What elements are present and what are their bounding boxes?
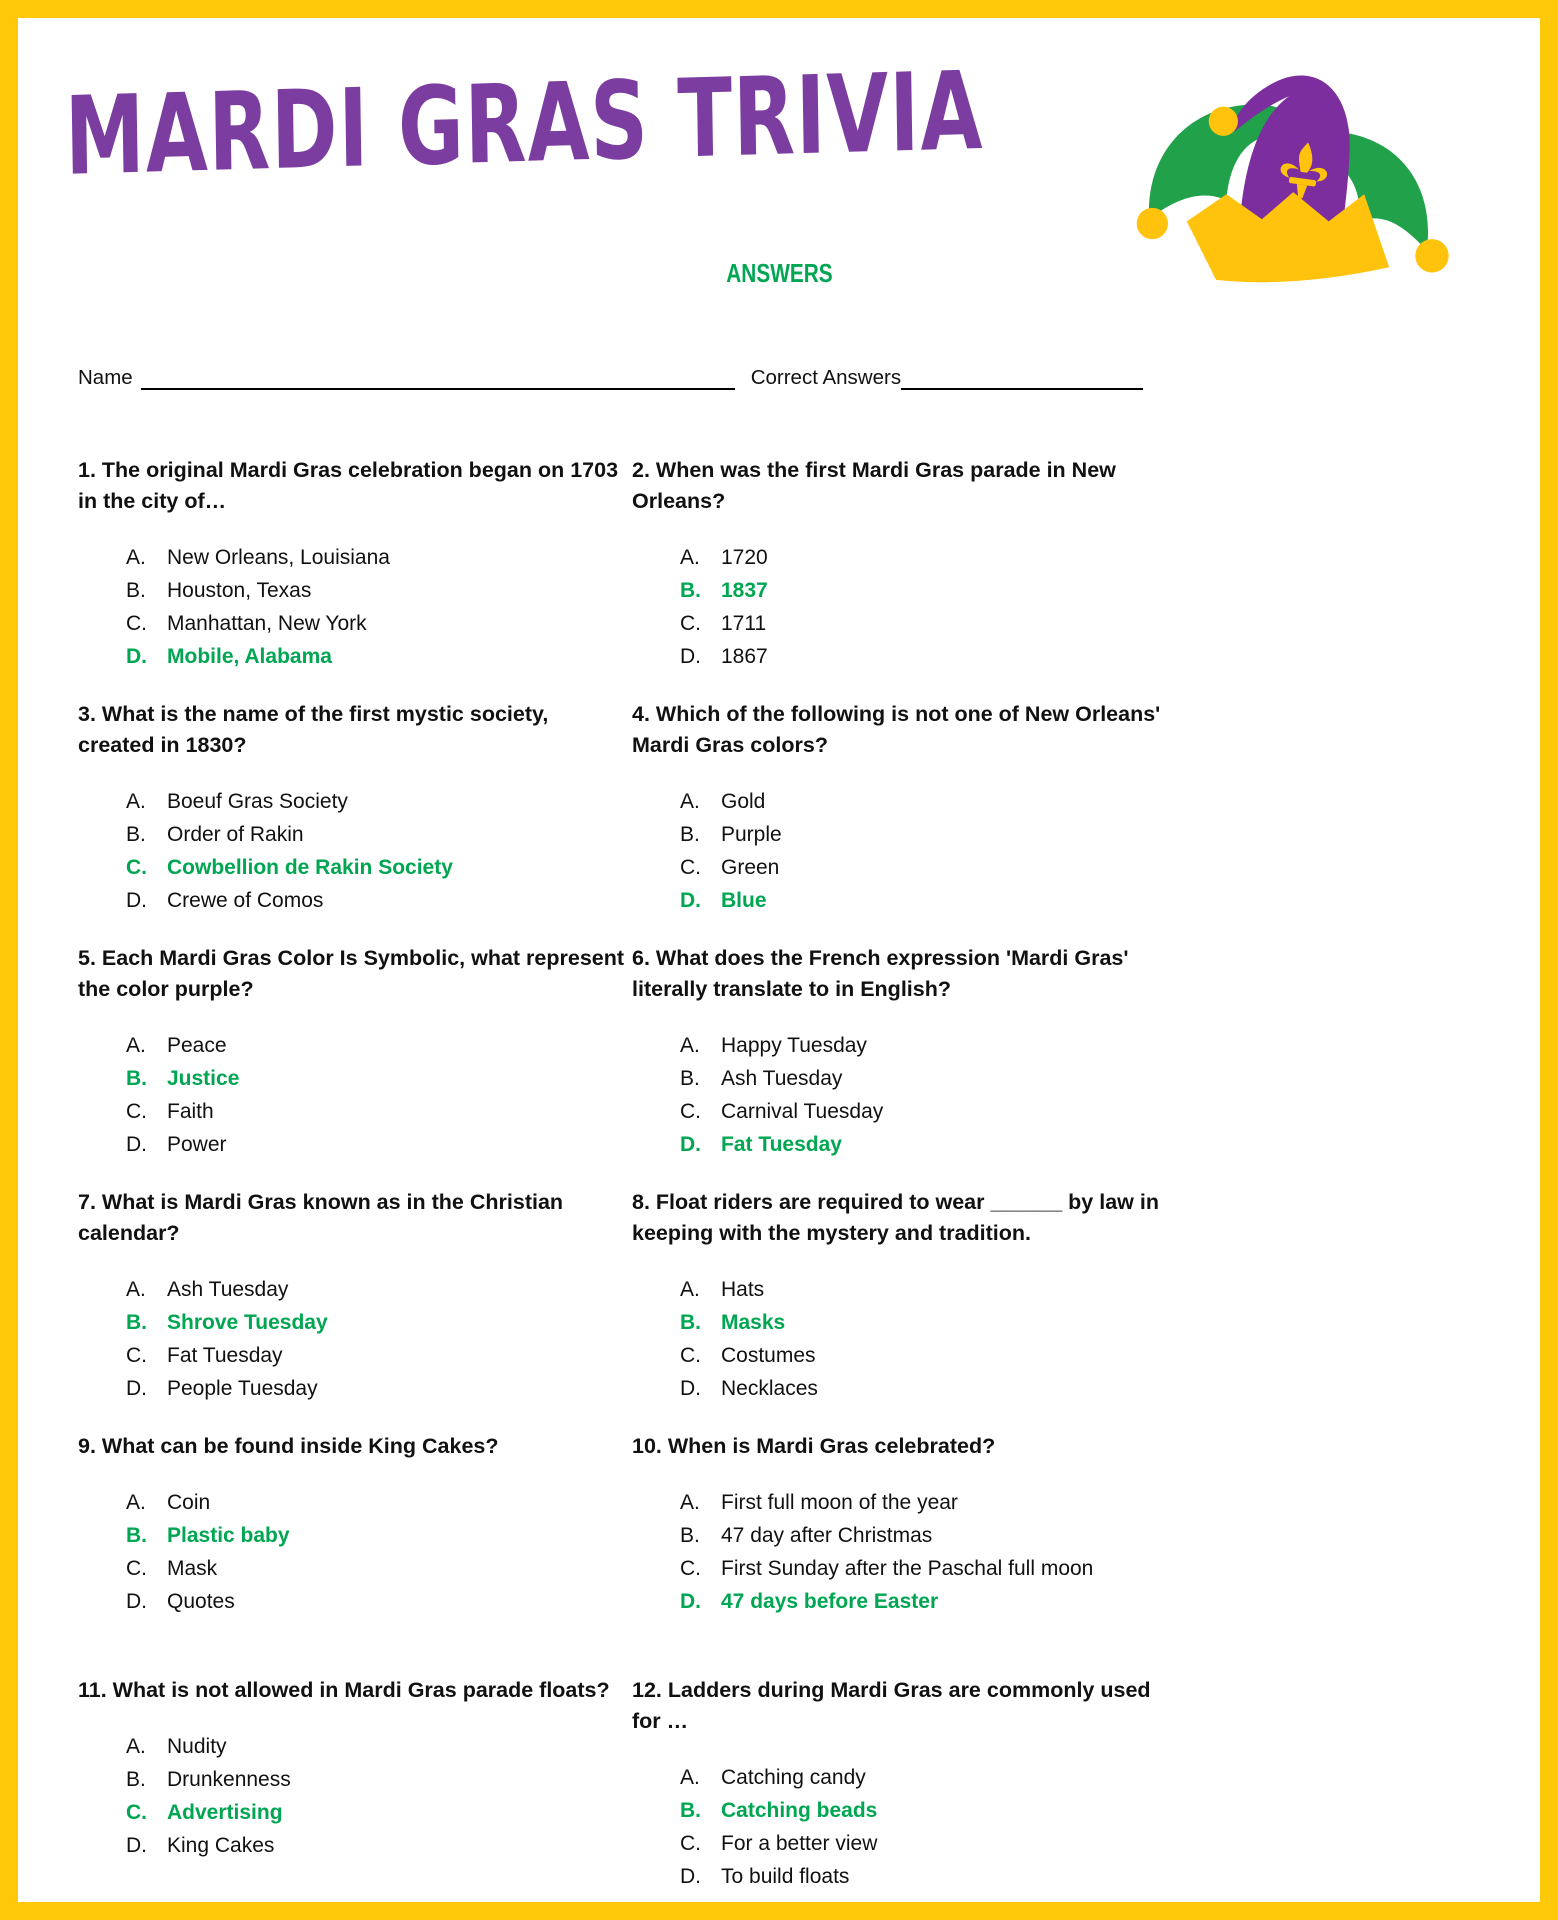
option-row: B. Justice <box>126 1067 240 1090</box>
option-row: C. Costumes <box>680 1344 816 1367</box>
question-title: 12. Ladders during Mardi Gras are commonly used for … <box>632 1678 1151 1733</box>
option-text: Necklaces <box>721 1377 818 1400</box>
question-title: 8. Float riders are required to wear ______ by law in keeping with the mystery and tradition. <box>632 1190 1159 1245</box>
option-row: B. Order of Rakin <box>126 823 304 846</box>
option-row: C. Advertising <box>126 1801 283 1824</box>
question-title: 10. When is Mardi Gras celebrated? <box>632 1434 996 1458</box>
option-row: A. Happy Tuesday <box>680 1034 867 1057</box>
option-row: A. Gold <box>680 790 766 813</box>
option-text: Plastic baby <box>167 1524 290 1547</box>
option-row: B. Houston, Texas <box>126 579 312 602</box>
option-row: A. Catching candy <box>680 1766 866 1789</box>
correct-answers-label: Correct Answers <box>750 366 902 389</box>
option-row: D. People Tuesday <box>126 1377 318 1400</box>
option-text: 1711 <box>721 612 767 635</box>
option-text: Cowbellion de Rakin Society <box>167 856 453 879</box>
option-row: C. Faith <box>126 1100 214 1123</box>
question-title: 6. What does the French expression 'Mardi Gras' literally translate to in English? <box>632 946 1129 1001</box>
options-list <box>632 543 1490 672</box>
option-row: D. Blue <box>680 889 767 912</box>
question-5 <box>78 943 632 1163</box>
option-text: Nudity <box>167 1735 227 1758</box>
options-list <box>632 1763 1490 1892</box>
option-row: D. Necklaces <box>680 1377 818 1400</box>
option-text: 1837 <box>721 579 768 602</box>
option-text: New Orleans, Louisiana <box>167 546 390 569</box>
option-row: B. Shrove Tuesday <box>126 1311 328 1334</box>
correct-answers-blank-line <box>901 362 1143 390</box>
option-row: D. Crewe of Comos <box>126 889 324 912</box>
option-text: 1720 <box>721 546 768 569</box>
options-list <box>78 1732 632 1861</box>
option-row: A. Ash Tuesday <box>126 1278 289 1301</box>
option-text: Crewe of Comos <box>167 889 324 912</box>
option-row: A. Boeuf Gras Society <box>126 790 348 813</box>
name-blank-line <box>141 362 735 390</box>
option-text: Quotes <box>167 1590 235 1613</box>
option-row: D. To build floats <box>680 1865 850 1888</box>
option-text: Green <box>721 856 780 879</box>
options-list <box>78 1031 632 1160</box>
question-row <box>78 1675 1490 1902</box>
option-text: Blue <box>721 889 767 912</box>
question-6 <box>632 943 1490 1163</box>
option-row: D. Quotes <box>126 1590 235 1613</box>
option-row: C. For a better view <box>680 1832 878 1855</box>
option-row: A. First full moon of the year <box>680 1491 958 1514</box>
option-text: Catching candy <box>721 1766 866 1789</box>
option-text: Justice <box>167 1067 240 1090</box>
option-row: B. Catching beads <box>680 1799 878 1822</box>
question-title: 1. The original Mardi Gras celebration began on 1703 in the city of… <box>78 458 619 513</box>
option-text: 1867 <box>721 645 768 668</box>
option-text: 47 day after Christmas <box>721 1524 933 1547</box>
option-row: D. Mobile, Alabama <box>126 645 332 668</box>
option-row: D. 1867 <box>680 645 768 668</box>
page-title: MARDI GRAS TRIVIA <box>64 48 985 200</box>
option-text: Ash Tuesday <box>167 1278 289 1301</box>
option-row: D. 47 days before Easter <box>680 1590 939 1613</box>
option-row: A. Hats <box>680 1278 765 1301</box>
option-row: D. Fat Tuesday <box>680 1133 842 1156</box>
option-text: For a better view <box>721 1832 878 1855</box>
option-row: A. Coin <box>126 1491 211 1514</box>
option-row: C. Mask <box>126 1557 218 1580</box>
question-9 <box>78 1431 632 1620</box>
question-3 <box>78 699 632 919</box>
question-row <box>78 455 1490 699</box>
option-text: Hats <box>721 1278 765 1301</box>
question-title: 4. Which of the following is not one of New Orleans' Mardi Gras colors? <box>632 702 1161 757</box>
option-row: B. Plastic baby <box>126 1524 290 1547</box>
options-list <box>78 1275 632 1404</box>
option-text: Happy Tuesday <box>721 1034 867 1057</box>
option-row: D. Power <box>126 1133 227 1156</box>
options-list <box>632 787 1490 916</box>
option-row: C. Cowbellion de Rakin Society <box>126 856 453 879</box>
option-row: A. New Orleans, Louisiana <box>126 546 390 569</box>
option-text: Peace <box>167 1034 227 1057</box>
option-text: Purple <box>721 823 782 846</box>
question-row <box>78 1187 1490 1431</box>
option-text: Drunkenness <box>167 1768 291 1791</box>
option-text: King Cakes <box>167 1834 275 1857</box>
question-11 <box>78 1675 632 1864</box>
option-text: First Sunday after the Paschal full moon <box>721 1557 1094 1580</box>
options-list <box>78 787 632 916</box>
name-label: Name <box>78 366 133 389</box>
option-text: Mask <box>167 1557 218 1580</box>
option-text: Boeuf Gras Society <box>167 790 348 813</box>
question-title: 5. Each Mardi Gras Color Is Symbolic, what represent the color purple? <box>78 946 625 1001</box>
question-title: 3. What is the name of the first mystic society, created in 1830? <box>78 702 549 757</box>
jester-hat-icon <box>1126 44 1450 284</box>
option-text: First full moon of the year <box>721 1491 958 1514</box>
question-2 <box>632 455 1490 675</box>
option-row: B. Ash Tuesday <box>680 1067 843 1090</box>
option-row: C. Manhattan, New York <box>126 612 367 635</box>
option-text: Ash Tuesday <box>721 1067 843 1090</box>
name-row <box>78 362 1484 390</box>
option-row: B. 1837 <box>680 579 768 602</box>
question-row <box>78 699 1490 943</box>
hat-bell-top <box>1209 107 1238 136</box>
option-text: Gold <box>721 790 766 813</box>
answers-heading: ANSWERS <box>725 258 833 288</box>
option-text: Masks <box>721 1311 786 1334</box>
option-text: Coin <box>167 1491 211 1514</box>
question-12 <box>632 1675 1490 1895</box>
option-text: Faith <box>167 1100 214 1123</box>
question-8 <box>632 1187 1490 1407</box>
option-text: Fat Tuesday <box>721 1133 842 1156</box>
options-list <box>632 1275 1490 1404</box>
questions-grid <box>78 455 1490 1902</box>
question-row <box>78 943 1490 1187</box>
option-text: 47 days before Easter <box>721 1590 939 1613</box>
options-list <box>78 1488 632 1617</box>
option-row: C. Carnival Tuesday <box>680 1100 884 1123</box>
option-row: D. King Cakes <box>126 1834 275 1857</box>
option-text: To build floats <box>721 1865 850 1888</box>
option-row: C. 1711 <box>680 612 767 635</box>
options-list <box>632 1031 1490 1160</box>
option-row: C. Green <box>680 856 780 879</box>
question-1 <box>78 455 632 675</box>
question-title: 11. What is not allowed in Mardi Gras parade floats? <box>78 1678 610 1702</box>
question-title: 7. What is Mardi Gras known as in the Christian calendar? <box>78 1190 564 1245</box>
option-text: Fat Tuesday <box>167 1344 283 1367</box>
option-row: C. First Sunday after the Paschal full moon <box>680 1557 1094 1580</box>
option-row: A. Peace <box>126 1034 227 1057</box>
options-list <box>632 1488 1490 1617</box>
option-row: B. Purple <box>680 823 782 846</box>
option-row: A. Nudity <box>126 1735 227 1758</box>
question-title: 2. When was the first Mardi Gras parade in New Orleans? <box>632 458 1116 513</box>
option-text: Shrove Tuesday <box>167 1311 328 1334</box>
question-4 <box>632 699 1490 919</box>
option-text: Mobile, Alabama <box>167 645 332 668</box>
option-row: A. 1720 <box>680 546 768 569</box>
hat-bell-left <box>1137 208 1168 239</box>
question-7 <box>78 1187 632 1407</box>
option-text: Advertising <box>167 1801 283 1824</box>
option-text: Power <box>167 1133 227 1156</box>
option-text: Manhattan, New York <box>167 612 367 635</box>
option-text: Houston, Texas <box>167 579 312 602</box>
option-text: Order of Rakin <box>167 823 304 846</box>
option-text: People Tuesday <box>167 1377 318 1400</box>
question-row <box>78 1431 1490 1675</box>
question-10 <box>632 1431 1490 1620</box>
options-list <box>78 543 632 672</box>
trivia-sheet <box>18 18 1540 1902</box>
option-text: Catching beads <box>721 1799 878 1822</box>
option-text: Carnival Tuesday <box>721 1100 884 1123</box>
option-text: Costumes <box>721 1344 816 1367</box>
question-title: 9. What can be found inside King Cakes? <box>78 1434 499 1458</box>
option-row: C. Fat Tuesday <box>126 1344 283 1367</box>
option-row: B. 47 day after Christmas <box>680 1524 933 1547</box>
option-row: B. Masks <box>680 1311 786 1334</box>
option-row: B. Drunkenness <box>126 1768 291 1791</box>
